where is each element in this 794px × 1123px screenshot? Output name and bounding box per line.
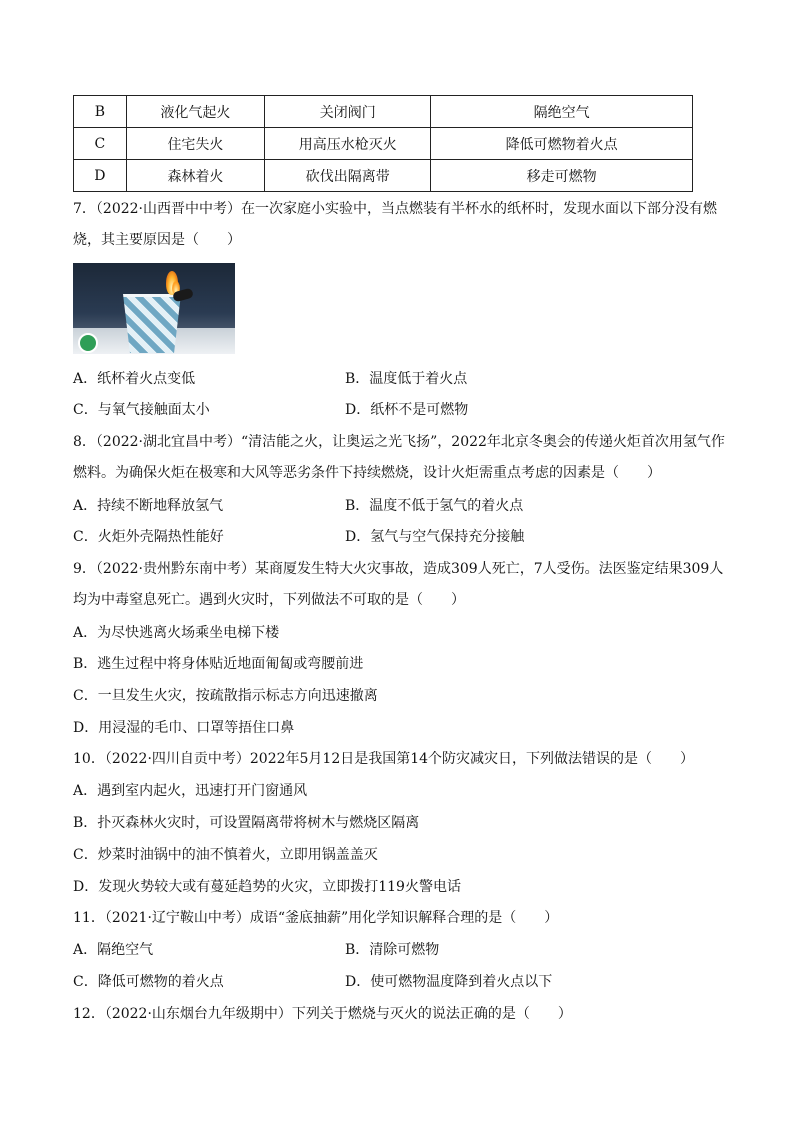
table-cell: 森林着火 <box>126 160 264 192</box>
q11-option-a: A．隔绝空气 <box>73 942 154 958</box>
paper-cup-shape <box>123 294 181 353</box>
q10-option-a: A．遇到室内起火，迅速打开门窗通风 <box>73 783 308 799</box>
table-cell: 液化气起火 <box>126 96 264 128</box>
question-11-stem: 11．（2021·辽宁鞍山中考）成语“釜底抽薪”用化学知识解释合理的是（ ） <box>73 910 559 926</box>
table-row <box>74 128 693 160</box>
q11-option-c: C．降低可燃物的着火点 <box>73 974 224 990</box>
table-cell: 隔绝空气 <box>431 96 693 128</box>
q10-option-b: B．扑灭森林火灾时，可设置隔离带将树木与燃烧区隔离 <box>73 815 420 831</box>
question-10-stem: 10．（2022·四川自贡中考）2022年5月12日是我国第14个防灾减灾日，下列做法错误的是（ ） <box>73 751 695 767</box>
q8-option-d: D．氢气与空气保持充分接触 <box>345 529 525 545</box>
table-cell: 用高压水枪灭火 <box>265 128 431 160</box>
question-12-stem: 12．（2022·山东烟台九年级期中）下列关于燃烧与灭火的说法正确的是（ ） <box>73 1006 572 1022</box>
q7-option-d: D．纸杯不是可燃物 <box>345 402 469 418</box>
q9-option-b: B．逃生过程中将身体贴近地面匍匐或弯腰前进 <box>73 656 364 672</box>
table-cell: D <box>74 160 127 192</box>
q9-option-a: A．为尽快逃离火场乘坐电梯下楼 <box>73 625 280 641</box>
table-cell: B <box>74 96 127 128</box>
q9-option-d: D．用浸湿的毛巾、口罩等捂住口鼻 <box>73 720 295 736</box>
q7-option-c: C．与氧气接触面太小 <box>73 402 210 418</box>
table-cell: 移走可燃物 <box>431 160 693 192</box>
table-cell: C <box>74 128 127 160</box>
table-cell: 关闭阀门 <box>265 96 431 128</box>
answer-options-table <box>73 95 693 192</box>
q8-option-b: B．温度不低于氢气的着火点 <box>345 498 524 514</box>
q7-option-b: B．温度低于着火点 <box>345 371 468 387</box>
q9-option-c: C．一旦发生火灾，按疏散指示标志方向迅速撤离 <box>73 688 378 704</box>
q10-option-d: D．发现火势较大或有蔓延趋势的火灾，立即拨打119火警电话 <box>73 879 461 895</box>
question-9-stem: 9．（2022·贵州黔东南中考）某商厦发生特大火灾事故，造成309人死亡，7人受伤。法医鉴定结果309人均为中毒窒息死亡。遇到火灾时，下列做法不可取的是（ ） <box>73 561 724 608</box>
q10-option-c: C．炒菜时油锅中的油不慎着火，立即用锅盖盖灭 <box>73 847 378 863</box>
q7-option-a: A．纸杯着火点变低 <box>73 371 196 387</box>
table-row <box>74 96 693 128</box>
table-cell: 砍伐出隔离带 <box>265 160 431 192</box>
question-7-stem: 7．（2022·山西晋中中考）在一次家庭小实验中，当点燃装有半杯水的纸杯时，发现水面以下部分没有燃烧，其主要原因是（ ） <box>73 201 717 248</box>
q11-option-b: B．清除可燃物 <box>345 942 440 958</box>
q11-option-d: D．使可燃物温度降到着火点以下 <box>345 974 553 990</box>
table-cell: 降低可燃物着火点 <box>431 128 693 160</box>
avatar-badge-icon <box>78 333 98 353</box>
table-row <box>74 160 693 192</box>
burning-paper-cup-image <box>73 263 235 354</box>
q8-option-a: A．持续不断地释放氢气 <box>73 498 224 514</box>
question-8-stem: 8．（2022·湖北宜昌中考）“清洁能之火，让奥运之光飞扬”，2022年北京冬奥会的传递火炬首次用氢气作燃料。为确保火炬在极寒和大风等恶劣条件下持续燃烧，设计火炬需重点考虑的因素是（ ） <box>73 434 725 481</box>
q8-option-c: C．火炬外壳隔热性能好 <box>73 529 224 545</box>
table-cell: 住宅失火 <box>126 128 264 160</box>
